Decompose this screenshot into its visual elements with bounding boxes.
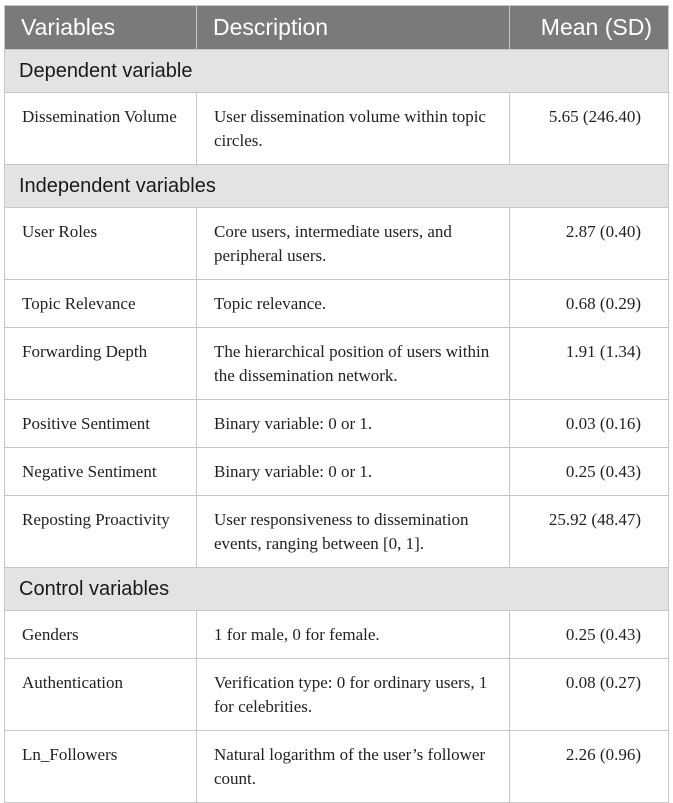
table-row xyxy=(5,328,669,400)
table-row xyxy=(5,448,669,496)
table-row xyxy=(5,731,669,803)
variable-cell: Reposting Proactivity xyxy=(5,496,197,568)
mean-cell: 25.92 (48.47) xyxy=(510,496,669,568)
table-row xyxy=(5,659,669,731)
table-row xyxy=(5,208,669,280)
mean-cell: 1.91 (1.34) xyxy=(510,328,669,400)
variable-cell: Topic Relevance xyxy=(5,280,197,328)
mean-cell: 5.65 (246.40) xyxy=(510,93,669,165)
mean-cell: 0.03 (0.16) xyxy=(510,400,669,448)
description-cell: User dissemination volume within topic circles. xyxy=(197,93,510,165)
description-cell: Binary variable: 0 or 1. xyxy=(197,400,510,448)
mean-cell: 0.25 (0.43) xyxy=(510,448,669,496)
variables-table xyxy=(4,5,669,803)
description-cell: 1 for male, 0 for female. xyxy=(197,611,510,659)
description-cell: Core users, intermediate users, and peripheral users. xyxy=(197,208,510,280)
section-row-independent xyxy=(5,165,669,208)
variable-cell: Positive Sentiment xyxy=(5,400,197,448)
variable-cell: User Roles xyxy=(5,208,197,280)
mean-cell: 2.26 (0.96) xyxy=(510,731,669,803)
header-mean: Mean (SD) xyxy=(510,6,669,50)
table-row xyxy=(5,611,669,659)
description-cell: Natural logarithm of the user’s follower count. xyxy=(197,731,510,803)
description-cell: Topic relevance. xyxy=(197,280,510,328)
table-row xyxy=(5,496,669,568)
mean-cell: 2.87 (0.40) xyxy=(510,208,669,280)
variable-cell: Forwarding Depth xyxy=(5,328,197,400)
description-cell: User responsiveness to dissemination events, ranging between [0, 1]. xyxy=(197,496,510,568)
variable-cell: Genders xyxy=(5,611,197,659)
mean-cell: 0.25 (0.43) xyxy=(510,611,669,659)
description-cell: Verification type: 0 for ordinary users, 1 for celebrities. xyxy=(197,659,510,731)
section-title: Independent variables xyxy=(5,165,669,208)
table-row xyxy=(5,400,669,448)
variable-cell: Authentication xyxy=(5,659,197,731)
variable-cell: Dissemination Volume xyxy=(5,93,197,165)
section-title: Dependent variable xyxy=(5,50,669,93)
description-cell: Binary variable: 0 or 1. xyxy=(197,448,510,496)
mean-cell: 0.08 (0.27) xyxy=(510,659,669,731)
header-description: Description xyxy=(197,6,510,50)
table-header-row xyxy=(5,6,669,50)
section-row-dependent xyxy=(5,50,669,93)
section-row-control xyxy=(5,568,669,611)
description-cell: The hierarchical position of users within the dissemination network. xyxy=(197,328,510,400)
variable-cell: Ln_Followers xyxy=(5,731,197,803)
table-row xyxy=(5,93,669,165)
section-title: Control variables xyxy=(5,568,669,611)
table-row xyxy=(5,280,669,328)
header-variables: Variables xyxy=(5,6,197,50)
variable-cell: Negative Sentiment xyxy=(5,448,197,496)
mean-cell: 0.68 (0.29) xyxy=(510,280,669,328)
